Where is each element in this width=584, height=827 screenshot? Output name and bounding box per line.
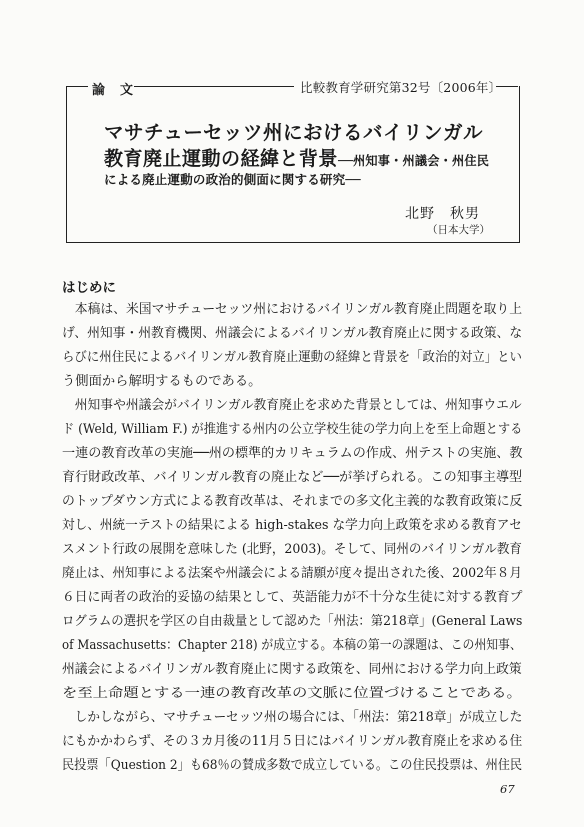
body-line: ド (Weld, William F.) が推進する州内の公立学校生徒の学力向上を至上命題とする [62, 422, 523, 437]
body-line: う側面から解明するものである。 [62, 374, 262, 389]
body-line: 民投票「Question 2」も68％の賛成多数で成立している。この住民投票は、州住民 [62, 758, 523, 773]
author-affiliation: （日本大学） [427, 224, 490, 236]
body-line: ６日に両者の政治的妥協の結果として、英語能力が不十分な生徒に対する教育プ [62, 590, 523, 605]
body-line: 一連の教育改革の実施──州の標準的カリキュラムの作成、州テストの実施、教 [62, 446, 523, 461]
body-line: ログラムの選択を学区の自由裁量として認めた「州法：第218章」(General Laws [62, 614, 523, 629]
section-heading: はじめに [62, 280, 116, 296]
journal-info: 比較教育学研究第32号〔2006年〕 [300, 80, 502, 95]
body-line: げ、州知事・州教育機関、州議会によるバイリンガル教育廃止に関する政策、な [62, 326, 523, 341]
article-title-line-1: マサチューセッツ州におけるバイリンガル [104, 121, 484, 144]
article-title-line-2 [104, 143, 489, 171]
article-subtitle-start: ──州知事・州議会・州住民 [337, 153, 490, 168]
body-line: 州議会によるバイリンガル教育廃止に関する政策を、同州における学力向上政策 [62, 662, 522, 677]
body-line: 本稿は、米国マサチューセッツ州におけるバイリンガル教育廃止問題を取り上 [62, 302, 523, 317]
article-title-main: 教育廃止運動の経緯と背景 [104, 147, 338, 170]
section-label: 論 文 [92, 83, 135, 98]
body-line: を至上命題とする一連の教育改革の文脈に位置づけることである。 [62, 686, 522, 701]
frame-top-rule-middle [134, 86, 294, 87]
article-subtitle-end: による廃止運動の政治的側面に関する研究── [104, 172, 361, 187]
body-line: にもかかわらず、その３カ月後の11月５日にはバイリンガル教育廃止を求める住 [62, 734, 523, 749]
body-line: らびに州住民によるバイリンガル教育廃止運動の経緯と背景を「政治的対立」とい [62, 350, 522, 365]
body-line: スメント行政の展開を意味した (北野，2003)。そして、同州のバイリンガル教育 [62, 542, 522, 557]
author-name: 北野 秋男 [405, 206, 480, 222]
body-line: のトップダウン方式による教育改革は、それまでの多文化主義的な教育政策に反 [62, 494, 523, 509]
frame-top-rule-left [66, 86, 88, 87]
body-line: 対し、州統一テストの結果による high-stakes な学力向上政策を求める教育アセ [62, 518, 522, 533]
body-line: 廃止は、州知事による法案や州議会による請願が度々提出された後、2002年８月 [62, 566, 522, 581]
body-line: of Massachusetts：Chapter 218) が成立する。本稿の第一の課題は、この州知事、 [62, 638, 522, 653]
body-line: しかしながら、マサチューセッツ州の場合には、「州法：第218章」が成立した [62, 710, 523, 725]
page-number: 67 [500, 782, 515, 796]
body-line: 育行財政改革、バイリンガル教育の廃止など──が挙げられる。この知事主導型 [62, 470, 523, 485]
body-line: 州知事や州議会がバイリンガル教育廃止を求めた背景としては、州知事ウエル [62, 398, 522, 413]
